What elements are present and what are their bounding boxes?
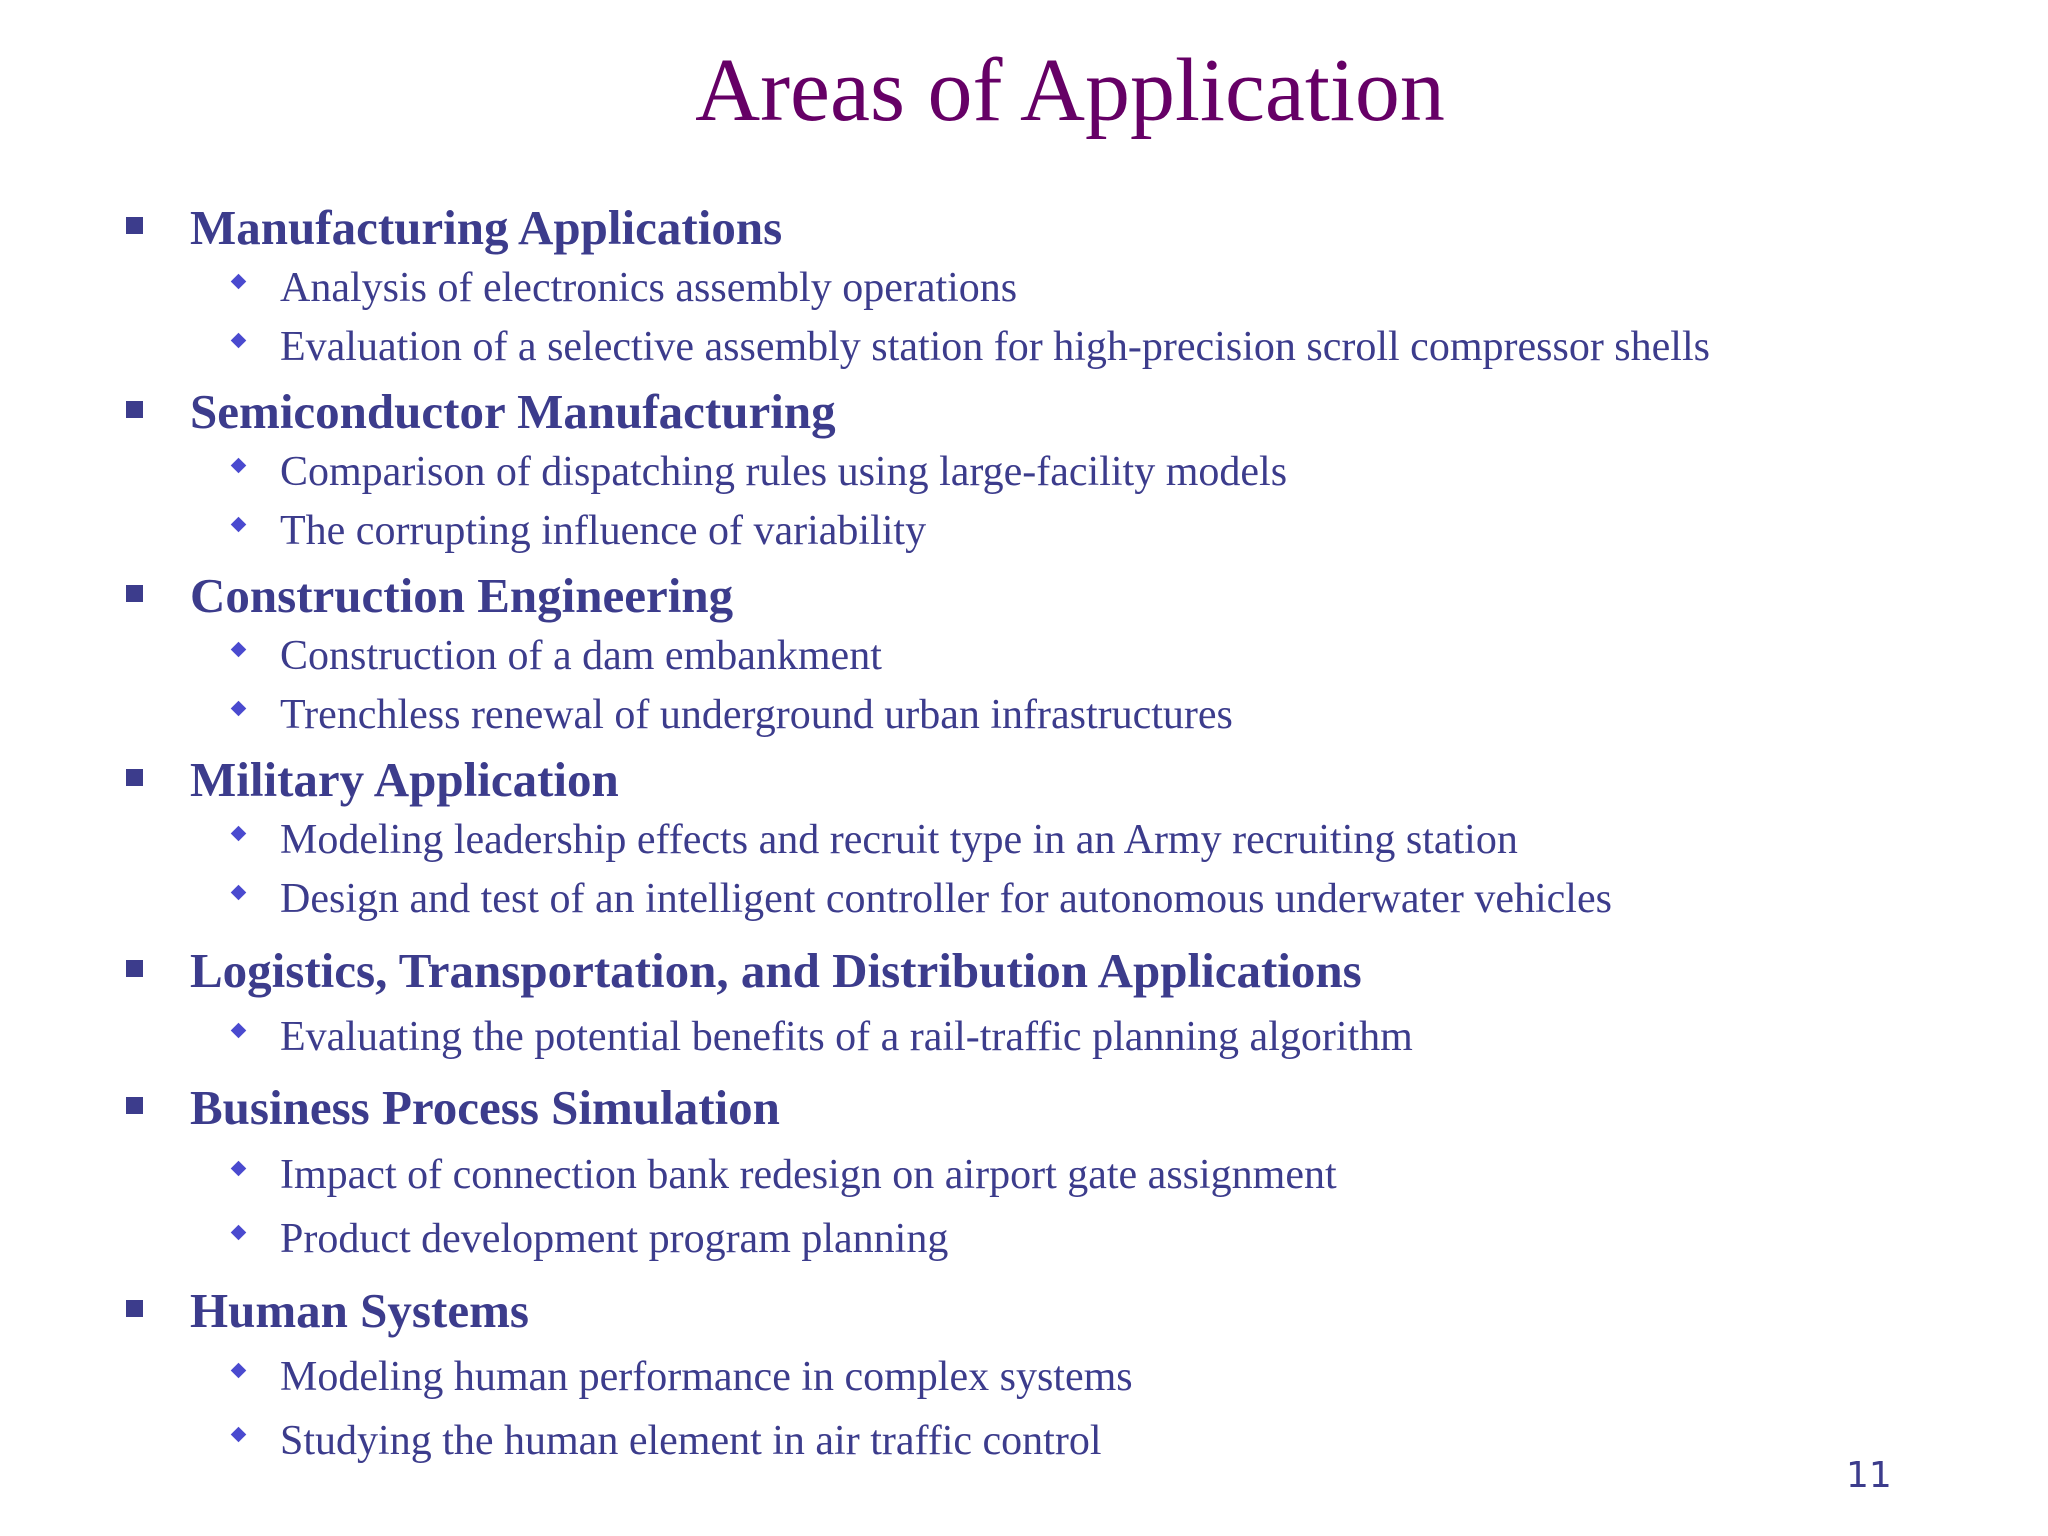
square-bullet-icon — [126, 1097, 143, 1114]
list-item-text: Evaluating the potential benefits of a rail-traffic planning algorithm — [280, 1014, 1413, 1060]
diamond-bullet-icon — [231, 642, 247, 658]
section-heading: Construction Engineering — [190, 568, 734, 623]
square-bullet-icon — [126, 585, 143, 602]
list-item-text: Construction of a dam embankment — [280, 633, 882, 679]
diamond-bullet-icon — [231, 274, 247, 290]
section-heading: Manufacturing Applications — [190, 200, 783, 255]
diamond-bullet-icon — [231, 333, 247, 349]
list-item-text: Analysis of electronics assembly operations — [280, 265, 1018, 311]
section-heading: Business Process Simulation — [190, 1080, 780, 1135]
list-item-text: Trenchless renewal of underground urban infrastructures — [280, 692, 1233, 738]
section-heading: Logistics, Transportation, and Distribution Applications — [190, 943, 1362, 998]
diamond-bullet-icon — [231, 1363, 247, 1379]
list-item-text: Evaluation of a selective assembly station for high-precision scroll compressor shells — [280, 324, 1710, 370]
list-item-text: Impact of connection bank redesign on airport gate assignment — [280, 1152, 1337, 1198]
square-bullet-icon — [126, 217, 143, 234]
list-item-text: Design and test of an intelligent controller for autonomous underwater vehicles — [280, 876, 1612, 922]
section-heading: Military Application — [190, 752, 619, 807]
diamond-bullet-icon — [231, 701, 247, 717]
square-bullet-icon — [126, 769, 143, 786]
square-bullet-icon — [126, 1300, 143, 1317]
page-number: 11 — [1846, 1455, 1892, 1496]
diamond-bullet-icon — [231, 1023, 247, 1039]
section-heading: Human Systems — [190, 1283, 529, 1338]
list-item-text: Comparison of dispatching rules using large-facility models — [280, 449, 1288, 495]
slide-title: Areas of Application — [695, 41, 1445, 140]
list-item-text: The corrupting influence of variability — [280, 508, 927, 554]
diamond-bullet-icon — [231, 458, 247, 474]
list-item-text: Product development program planning — [280, 1216, 949, 1262]
diamond-bullet-icon — [231, 885, 247, 901]
list-item-text: Modeling human performance in complex systems — [280, 1354, 1133, 1400]
diamond-bullet-icon — [231, 1225, 247, 1241]
section-heading: Semiconductor Manufacturing — [190, 384, 836, 439]
square-bullet-icon — [126, 960, 143, 977]
diamond-bullet-icon — [231, 517, 247, 533]
list-item-text: Modeling leadership effects and recruit type in an Army recruiting station — [280, 817, 1518, 863]
diamond-bullet-icon — [231, 826, 247, 842]
diamond-bullet-icon — [231, 1161, 247, 1177]
square-bullet-icon — [126, 401, 143, 418]
list-item-text: Studying the human element in air traffic control — [280, 1418, 1102, 1464]
diamond-bullet-icon — [231, 1427, 247, 1443]
